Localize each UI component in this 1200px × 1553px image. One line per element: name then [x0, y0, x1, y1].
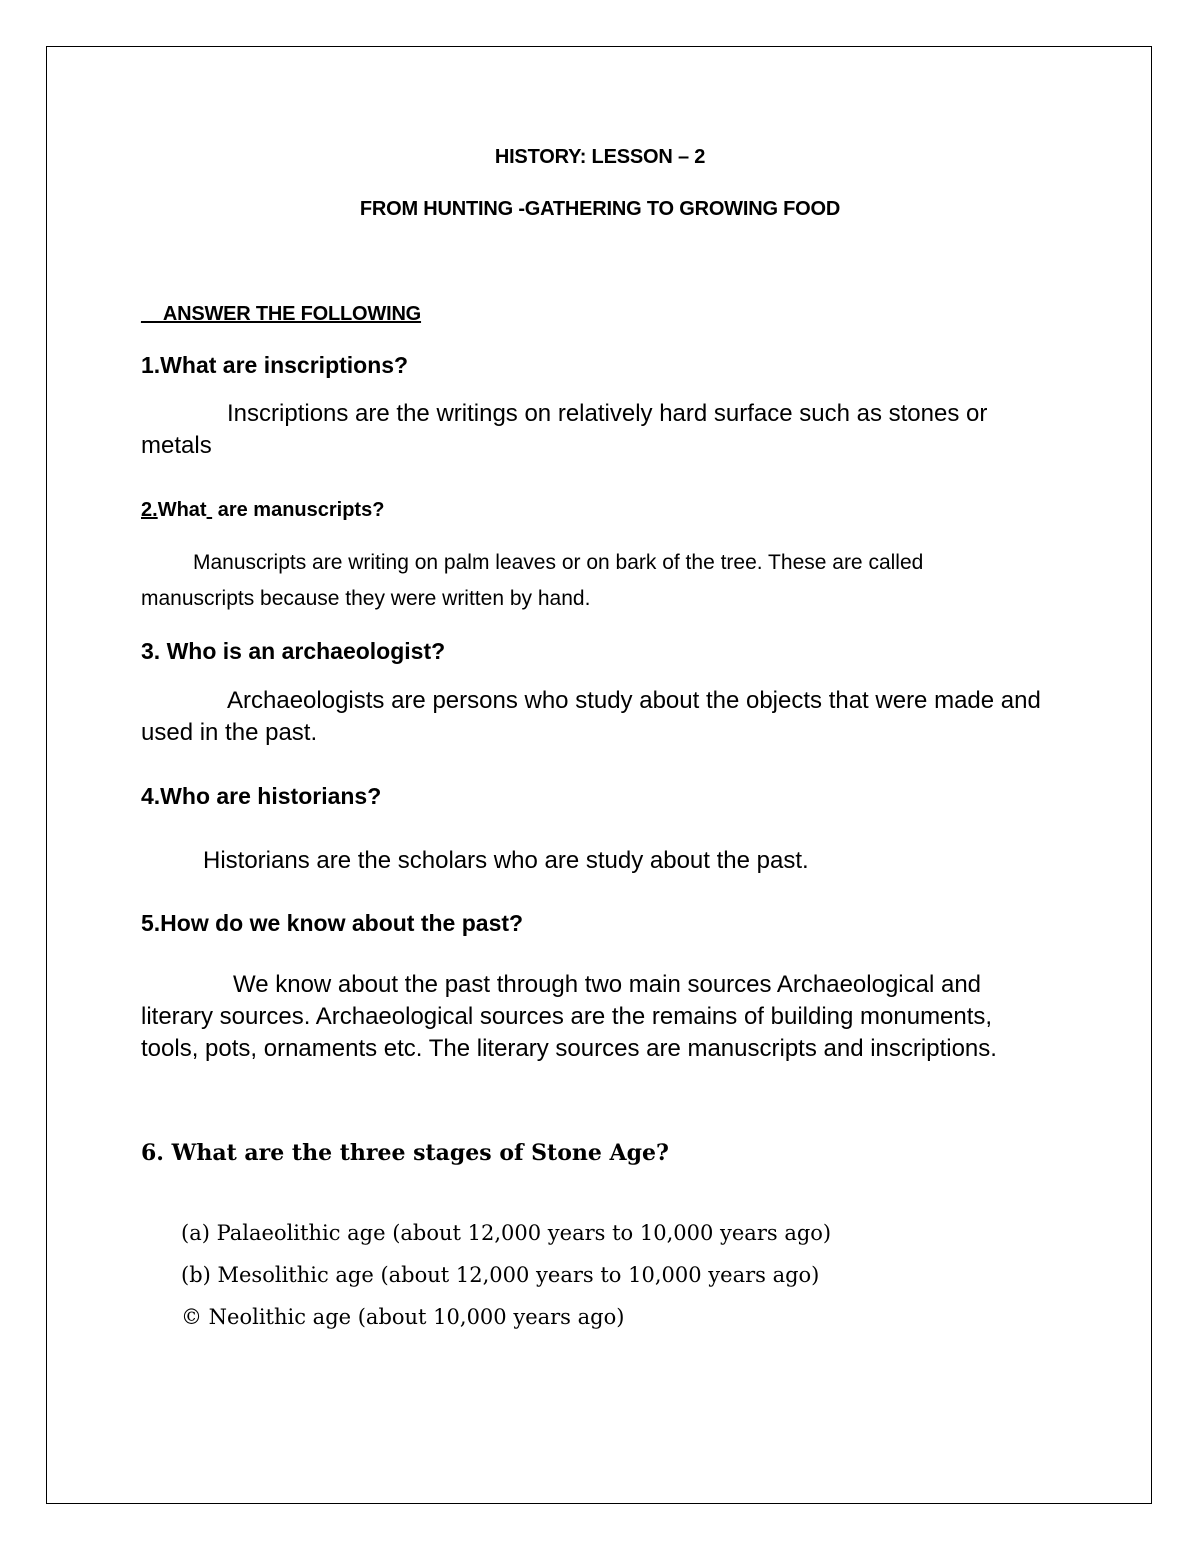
- answer-3: Archaeologists are persons who study about the objects that were made and used in the past.: [141, 687, 1041, 746]
- lesson-subtitle: FROM HUNTING -GATHERING TO GROWING FOOD: [359, 198, 841, 220]
- instruction-heading: __ANSWER THE FOLLOWING: [141, 303, 422, 325]
- question-3: 3. Who is an archaeologist?: [141, 638, 446, 664]
- question-2-word: What: [157, 499, 207, 521]
- question-2: [141, 499, 384, 522]
- answer-1: Inscriptions are the writings on relatively hard surface such as stones or metals: [141, 400, 988, 459]
- question-1: 1.What are inscriptions?: [141, 352, 409, 378]
- answer-4: Historians are the scholars who are study about the past.: [203, 847, 809, 874]
- question-2-rest: are manuscripts?: [212, 499, 385, 521]
- question-2-number: 2.: [141, 499, 158, 521]
- question-5: 5.How do we know about the past?: [141, 910, 524, 936]
- stage-palaeolithic: (a) Palaeolithic age (about 12,000 years to 10,000 years ago): [181, 1221, 832, 1245]
- answer-5: We know about the past through two main sources Archaeological and literary sources. Archaeological sources are the remains of building monuments, tools, pots, ornaments etc. The literary sources are manuscripts and inscriptions.: [141, 971, 997, 1062]
- stage-neolithic: © Neolithic age (about 10,000 years ago): [181, 1305, 625, 1329]
- stage-mesolithic: (b) Mesolithic age (about 12,000 years to 10,000 years ago): [181, 1263, 820, 1287]
- answer-2: Manuscripts are writing on palm leaves or on bark of the tree. These are called manuscripts because they were written by hand.: [141, 551, 924, 610]
- question-4: 4.Who are historians?: [141, 783, 382, 809]
- lesson-title: HISTORY: LESSON – 2: [494, 146, 706, 168]
- question-6: 6. What are the three stages of Stone Age?: [141, 1140, 669, 1166]
